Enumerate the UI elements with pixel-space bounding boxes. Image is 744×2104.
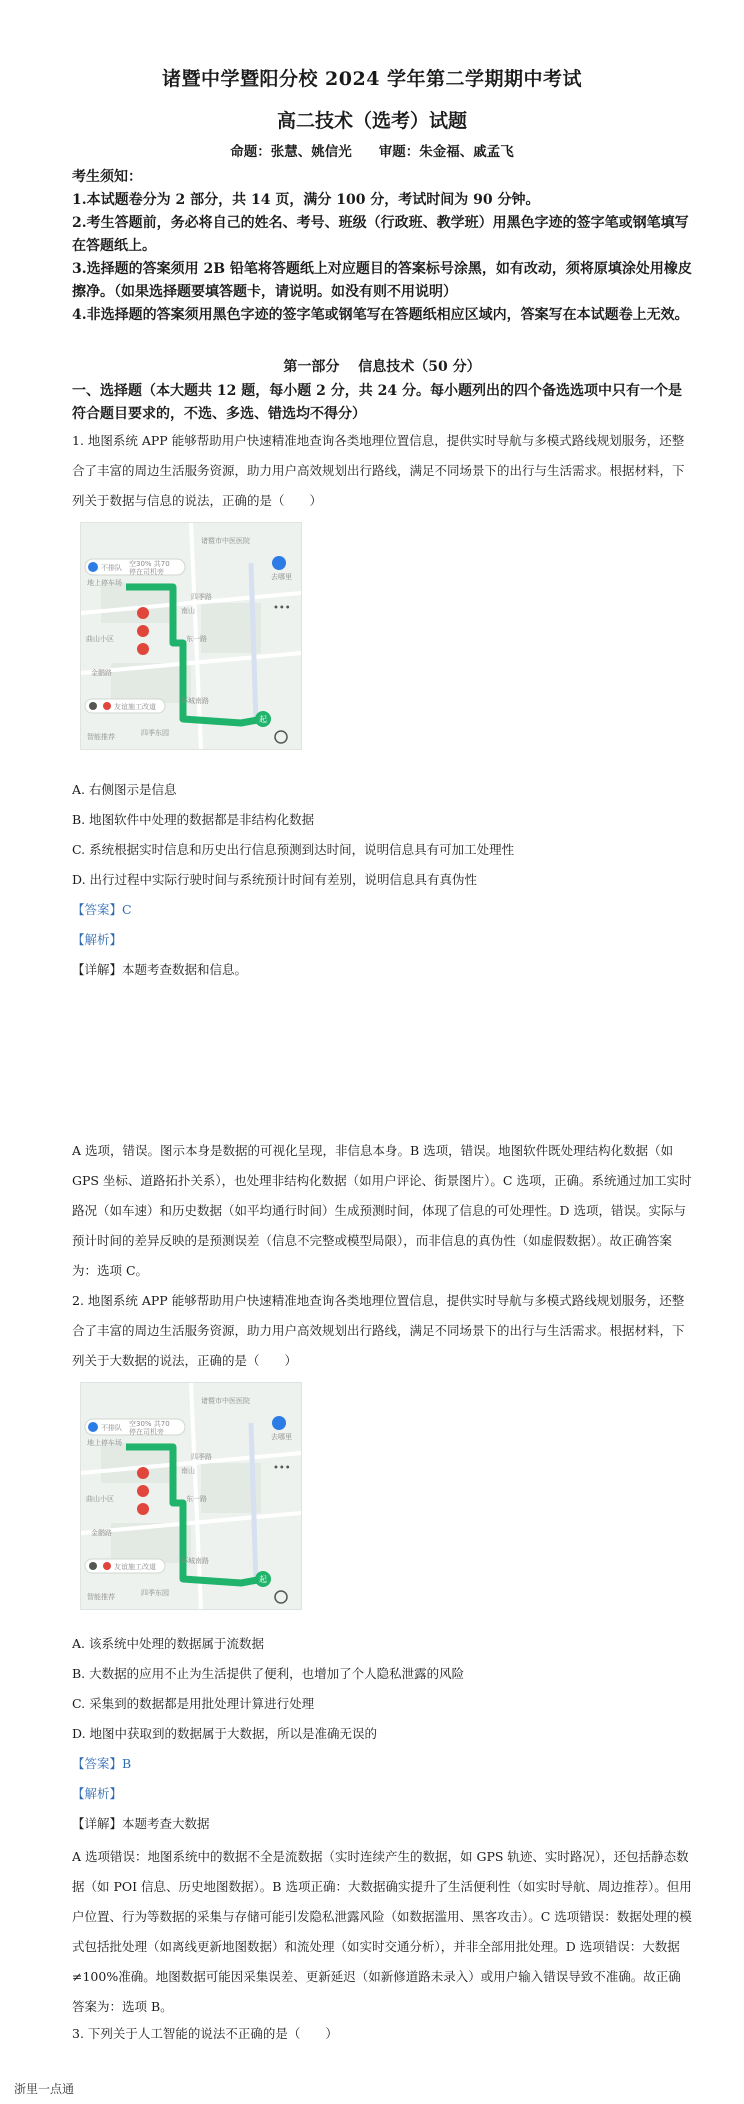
q2-detail: 【详解】本题考查大数据 bbox=[72, 1816, 210, 1831]
map-label: 友谊施工改道 bbox=[114, 1563, 156, 1571]
q2-option-b: B. 大数据的应用不止为生活提供了便利，也增加了个人隐私泄露的风险 bbox=[72, 1666, 465, 1681]
start-marker-label: 起 bbox=[259, 1575, 267, 1584]
notice-heading: 考生须知： bbox=[72, 169, 142, 185]
map-label: 友谊施工改道 bbox=[114, 703, 156, 711]
exam-subtitle: 高二技术（选考）试题 bbox=[276, 110, 467, 132]
nav-icon bbox=[272, 1416, 286, 1430]
map-label: 地上停车场 bbox=[87, 1439, 122, 1447]
map-label: 金鹏路 bbox=[91, 1529, 112, 1537]
notice-item: 4.非选择题的答案须用黑色字迹的签字笔或钢笔写在答题纸相应区域内，答案写在本试题卷上无效。 bbox=[72, 307, 689, 323]
q1-option-c: C. 系统根据实时信息和历史出行信息预测到达时间，说明信息具有可加工处理性 bbox=[72, 842, 515, 857]
map-label: 南山 bbox=[181, 607, 195, 615]
locate-icon bbox=[89, 1562, 97, 1570]
map-label: 四季东园 bbox=[141, 729, 169, 737]
more-icon: ••• bbox=[273, 603, 291, 614]
q2-option-c: C. 采集到的数据都是用批处理计算进行处理 bbox=[72, 1696, 315, 1711]
part1-heading: 第一部分 信息技术（50 分） bbox=[283, 359, 481, 375]
warning-icon bbox=[137, 1467, 149, 1479]
notice-item: 1.本试题卷分为 2 部分，共 14 页，满分 100 分，考试时间为 90 分钟。 bbox=[72, 192, 540, 208]
map-label: 东一路 bbox=[186, 1495, 207, 1503]
q2-answer: 【答案】B bbox=[72, 1756, 132, 1771]
notice bbox=[72, 166, 692, 327]
map-label: 诸暨市中医医院 bbox=[201, 537, 250, 545]
warning-icon bbox=[137, 1485, 149, 1497]
q1-analysis-label: 【解析】 bbox=[72, 932, 123, 947]
map-label: 不排队 bbox=[101, 564, 122, 572]
question-3-stem: 3. 下列关于人工智能的说法不正确的是（ ） bbox=[72, 2026, 338, 2041]
map-label: 不排队 bbox=[101, 1424, 122, 1432]
map-label: 去哪里 bbox=[271, 573, 292, 581]
map-label: 南山 bbox=[181, 1467, 195, 1475]
q2-option-d: D. 地图中获取到的数据属于大数据，所以是准确无误的 bbox=[72, 1726, 378, 1741]
map-label: 停在司机旁 bbox=[129, 568, 164, 576]
map-label: 四季东园 bbox=[141, 1589, 169, 1597]
map-label: 四季路 bbox=[191, 593, 212, 601]
map-label: 环城南路 bbox=[181, 697, 209, 705]
map-label: 停在司机旁 bbox=[129, 1428, 164, 1436]
warning-icon bbox=[137, 607, 149, 619]
q2-explanation: A 选项错误：地图系统中的数据不全是流数据（实时连续产生的数据，如 GPS 轨迹、实时路况），还包括静态数据（如 POI 信息、历史地图数据）。B 选项正确：大数据确实提升了生活便利性（如实时导航、周边推荐）。但用户位置、行为等数据的采集与存储可能引发隐私泄露风险（如数据滥用、黑客攻击）。C 选项错误：数据处理的模式包括批处理（如离线更新地图数据）和流处理（如实时交通分析），并非全部用批处理。D 选项错误：大数据≠100%准确。地图数据可能因采集误差、更新延迟（如新修道路未录入）或用户输入错误导致不准确。故正确答案为：选项 B。 bbox=[72, 1849, 692, 2014]
route-map-image-1 bbox=[80, 522, 302, 750]
map-label: 东一路 bbox=[186, 635, 207, 643]
authors-line: 命题：张慧、姚信光 审题：朱金福、戚孟飞 bbox=[230, 144, 514, 160]
map-label: 金鹏路 bbox=[91, 669, 112, 677]
question-1-stem: 1. 地图系统 APP 能够帮助用户快速精准地查询各类地理位置信息，提供实时导航与多模式路线规划服务，还整合了丰富的周边生活服务资源，助力用户高效规划出行路线，满足不同场景下的出行与生活需求。根据材料，下列关于数据与信息的说法，正确的是（ ） bbox=[72, 433, 685, 508]
warning-icon bbox=[137, 1503, 149, 1515]
map-label: 曲山小区 bbox=[86, 1495, 114, 1503]
construction-icon bbox=[103, 702, 111, 710]
question-2-stem: 2. 地图系统 APP 能够帮助用户快速精准地查询各类地理位置信息，提供实时导航与多模式路线规划服务，还整合了丰富的周边生活服务资源，助力用户高效规划出行路线，满足不同场景下的出行与生活需求。根据材料，下列关于大数据的说法，正确的是（ ） bbox=[72, 1293, 685, 1368]
map-label: 去哪里 bbox=[271, 1433, 292, 1441]
map-label: 诸暨市中医医院 bbox=[201, 1397, 250, 1405]
map-label: 环城南路 bbox=[181, 1557, 209, 1565]
warning-icon bbox=[137, 625, 149, 637]
footer-brand: 浙里一点通 bbox=[14, 2082, 75, 2096]
nav-icon bbox=[272, 556, 286, 570]
section-heading: 一、选择题（本大题共 12 题，每小题 2 分，共 24 分。每小题列出的四个备选选项中只有一个是符合题目要求的，不选、多选、错选均不得分） bbox=[72, 383, 682, 422]
construction-icon bbox=[103, 1562, 111, 1570]
map-label: 智能推荐 bbox=[87, 733, 115, 741]
more-icon: ••• bbox=[273, 1463, 291, 1474]
map-label: 智能推荐 bbox=[87, 1593, 115, 1601]
map-label: 空30% 共70 bbox=[129, 1420, 170, 1428]
q1-explanation: A 选项，错误。图示本身是数据的可视化呈现，非信息本身。B 选项，错误。地图软件既处理结构化数据（如 GPS 坐标、道路拓扑关系），也处理非结构化数据（如用户评论、街景图片）。C 选项，正确。系统通过加工实时路况（如车速）和历史数据（如平均通行时间）生成预测时间，体现了信息的可处理性。D 选项，错误。实际与预计时间的差异反映的是预测误差（信息不完整或模型局限），而非信息的真伪性（如虚假数据）。故正确答案为：选项 C。 bbox=[72, 1143, 692, 1278]
parking-icon bbox=[88, 562, 98, 572]
notice-item: 3.选择题的答案须用 2B 铅笔将答题纸上对应题目的答案标号涂黑，如有改动，须将原填涂处用橡皮擦净。（如果选择题要填答题卡，请说明。如没有则不用说明） bbox=[72, 261, 692, 300]
q1-option-b: B. 地图软件中处理的数据都是非结构化数据 bbox=[72, 812, 315, 827]
q1-answer: 【答案】C bbox=[72, 902, 132, 917]
q1-detail: 【详解】本题考查数据和信息。 bbox=[72, 962, 248, 977]
start-marker-label: 起 bbox=[259, 715, 267, 724]
route-map-svg bbox=[81, 1383, 301, 1609]
notice-item: 2.考生答题前，务必将自己的姓名、考号、班级（行政班、教学班）用黑色字迹的签字笔或钢笔填写在答题纸上。 bbox=[72, 215, 689, 254]
q2-option-a: A. 该系统中处理的数据属于流数据 bbox=[72, 1636, 264, 1651]
map-label: 地上停车场 bbox=[87, 579, 122, 587]
map-label: 四季路 bbox=[191, 1453, 212, 1461]
exam-title: 诸暨中学暨阳分校 2024 学年第二学期期中考试 bbox=[161, 68, 583, 90]
locate-icon bbox=[89, 702, 97, 710]
parking-icon bbox=[88, 1422, 98, 1432]
q1-option-a: A. 右侧图示是信息 bbox=[72, 782, 177, 797]
route-map-image-2 bbox=[80, 1382, 302, 1610]
map-label: 空30% 共70 bbox=[129, 560, 170, 568]
route-map-svg bbox=[81, 523, 301, 749]
q1-option-d: D. 出行过程中实际行驶时间与系统预计时间有差别，说明信息具有真伪性 bbox=[72, 872, 478, 887]
warning-icon bbox=[137, 643, 149, 655]
map-label: 曲山小区 bbox=[86, 635, 114, 643]
q2-analysis-label: 【解析】 bbox=[72, 1786, 123, 1801]
